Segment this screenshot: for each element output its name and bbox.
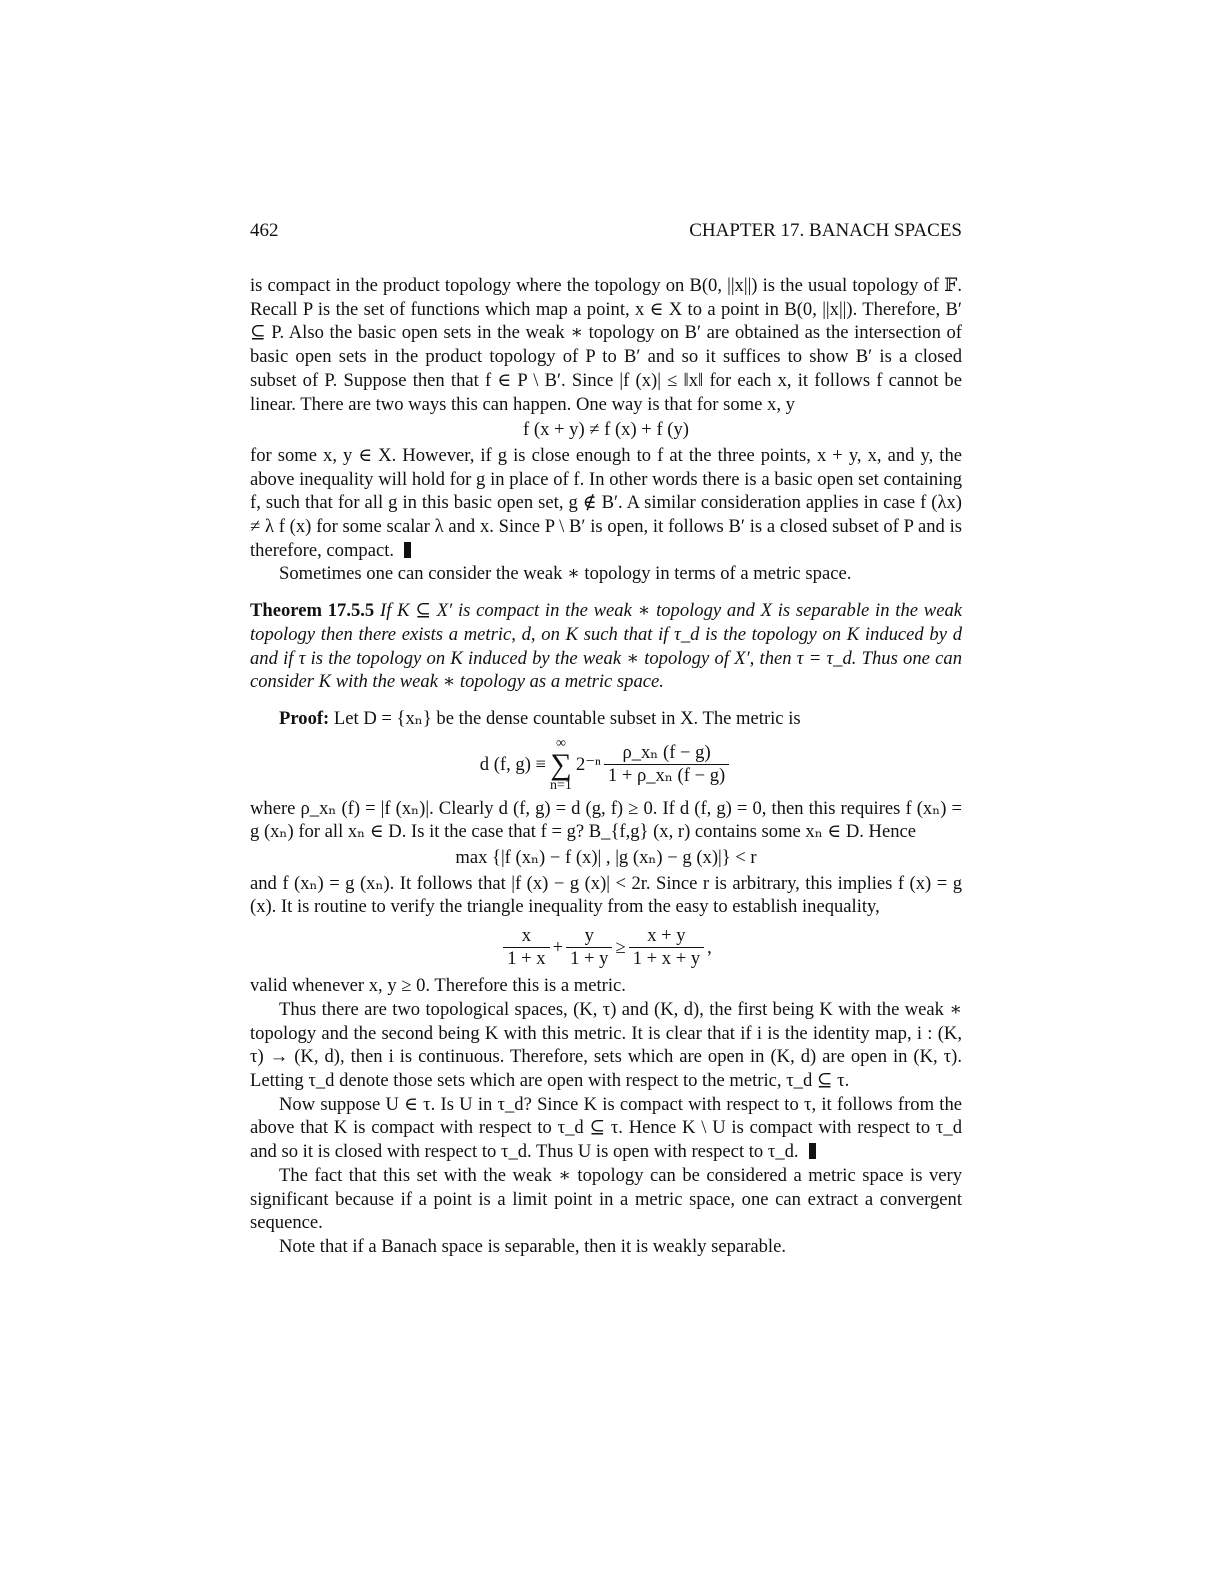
- paragraph-valid: valid whenever x, y ≥ 0. Therefore this is a metric.: [250, 975, 626, 997]
- paragraph-significance: The fact that this set with the weak ∗ topology can be considered a metric space is very significant because if a point is a limit point in a metric space, one can extract a convergent sequence.: [250, 1164, 962, 1234]
- page-number: 462: [250, 220, 279, 241]
- metric-fraction: $\frac{\text{ρ\_xₙ (f − g)}}{\text{1 + ρ\_xₙ (f − g)}}$: [604, 742, 729, 787]
- proof-label: Proof:: [279, 707, 330, 729]
- metric-lhs: d (f, g) ≡: [479, 753, 547, 775]
- running-header: [250, 220, 962, 242]
- paragraph-separable-note: Note that if a Banach space is separable, then it is weakly separable.: [279, 1235, 786, 1257]
- paragraph-closed-subset: for some x, y ∈ X. However, if g is close enough to f at the three points, x + y, x, and y, the above inequality will hold for g in place of f. In other words there is a basic open set containing f, such that for all g in this basic open set, g ∉ B′. A similar consideration applies in case f (λx) ≠ λ f (x) for some scalar λ and x. Since P \ B′ is open, it follows B′ is a closed subset of P and is therefore, compact.: [250, 444, 962, 561]
- qed-icon: [404, 542, 411, 558]
- paragraph-open-sets: Now suppose U ∈ τ. Is U in τ_d? Since K is compact with respect to τ, it follows from the above that K is compact with respect to τ_d ⊆ τ. Hence K \ U is compact with respect to τ_d and so it is closed with respect to τ_d. Thus U is open with respect to τ_d.: [250, 1093, 962, 1163]
- theorem-statement: If K ⊆ X′ is compact in the weak ∗ topology and X is separable in the weak topology then there exists a metric, d, on K such that if τ_d is the topology on K induced by d and if τ is the topology on K induced by the weak ∗ topology of X′, then τ = τ_d. Thus one can consider K with the weak ∗ topology as a metric space.: [250, 600, 962, 693]
- metric-factor: 2⁻ⁿ: [575, 753, 601, 775]
- theorem-17-5-5: [250, 599, 962, 694]
- paragraph-metric-properties: where ρ_xₙ (f) = |f (xₙ)|. Clearly d (f, g) = d (g, f) ≥ 0. If d (f, g) = 0, then this requires f (xₙ) = g (xₙ) for all xₙ ∈ D. Is it the case that f = g? B_{f,g} (x, r) contains some xₙ ∈ D. Hence: [250, 797, 962, 843]
- fraction-x: $\frac{x}{1 + x}$: [503, 925, 549, 970]
- chapter-title: CHAPTER 17. BANACH SPACES: [689, 220, 962, 241]
- proof-intro: Proof: Let D = {xₙ} be the dense countable subset in X. The metric is: [279, 707, 801, 729]
- paragraph-triangle: and f (xₙ) = g (xₙ). It follows that |f (x) − g (x)| < 2r. Since r is arbitrary, this implies f (x) = g (x). It is routine to verify the triangle inequality from the easy to establish inequality,: [250, 872, 962, 918]
- theorem-label: Theorem 17.5.5: [250, 600, 375, 622]
- equation-max-bound: max {|f (xₙ) − f (x)| , |g (xₙ) − g (x)|} < r: [455, 847, 757, 869]
- equation-triangle-inequality: $\frac{x}{1 + x}$ + $\frac{y}{1 + y}$ ≥ $\frac{x + y}{1 + x + y}$ ,: [250, 925, 962, 970]
- fraction-y: $\frac{y}{1 + y}$: [566, 925, 612, 970]
- paragraph-compactness: is compact in the product topology where the topology on B(0, ||x||) is the usual topology of 𝔽. Recall P is the set of functions which map a point, x ∈ X to a point in B(0, ||x||). Therefore, B′ ⊆ P. Also the basic open sets in the weak ∗ topology on B′ are obtained as the intersection of basic open sets in the product topology of P to B′ and so it suffices to show B′ is a closed subset of P. Suppose then that f ∈ P \ B′. Since |f (x)| ≤ ‖x‖ for each x, it follows f cannot be linear. There are two ways this can happen. One way is that for some x, y: [250, 275, 962, 415]
- fraction-sum: $\frac{x + y}{1 + x + y}$: [629, 925, 704, 970]
- equation-additivity: f (x + y) ≠ f (x) + f (y): [523, 419, 689, 441]
- summation-operator: ∞ ∑ n=1: [550, 735, 572, 793]
- qed-icon: [809, 1143, 816, 1159]
- equation-metric-definition: [250, 737, 962, 793]
- page-body: [250, 274, 962, 1259]
- paragraph-metric-intro: Sometimes one can consider the weak ∗ topology in terms of a metric space.: [279, 563, 852, 585]
- paragraph-two-spaces: Thus there are two topological spaces, (K, τ) and (K, d), the first being K with the weak ∗ topology and the second being K with this metric. It is clear that if i is the identity map, i : (K, τ) → (K, d), then i is continuous. Therefore, sets which are open in (K, d) are open in (K, τ). Letting τ_d denote those sets which are open with respect to the metric, τ_d ⊆ τ.: [250, 998, 962, 1091]
